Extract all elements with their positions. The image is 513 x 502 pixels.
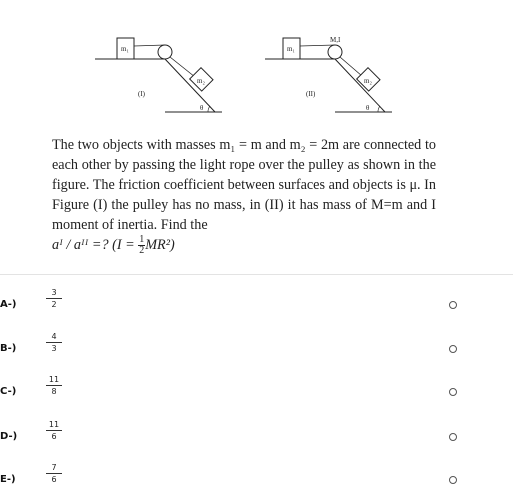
angle-left: θ <box>200 104 204 112</box>
formula-lhs: aᴵ / aᴵᴵ =? (I = <box>52 237 139 253</box>
divider <box>0 274 513 275</box>
caption-left: (I) <box>138 90 145 98</box>
option-c[interactable] <box>0 374 513 414</box>
caption-right: (II) <box>306 90 316 98</box>
option-letter: B-) <box>0 343 17 354</box>
option-b[interactable] <box>0 331 513 371</box>
option-num: 11 <box>46 420 62 431</box>
option-letter: D-) <box>0 431 18 442</box>
pulley-right <box>328 45 342 59</box>
label-m1-right: m₁ <box>287 45 295 53</box>
option-radio[interactable] <box>449 345 457 353</box>
option-letter: E-) <box>0 474 16 485</box>
option-fraction <box>46 332 62 353</box>
option-den: 6 <box>51 432 57 441</box>
angle-right: θ <box>366 104 370 112</box>
formula-rhs: MR²) <box>145 237 175 253</box>
option-fraction <box>46 288 62 309</box>
physics-figure <box>0 0 513 125</box>
option-radio[interactable] <box>449 301 457 309</box>
option-den: 8 <box>51 387 57 396</box>
option-radio[interactable] <box>449 388 457 396</box>
option-e[interactable] <box>0 462 513 502</box>
label-m1-left: m₁ <box>121 45 129 53</box>
option-num: 11 <box>46 375 62 386</box>
option-fraction <box>46 375 62 396</box>
figure-left <box>95 38 222 112</box>
question-text <box>52 135 436 256</box>
label-m2-right: m₂ <box>364 77 372 85</box>
question-formula <box>52 234 175 257</box>
option-radio[interactable] <box>449 433 457 441</box>
option-d[interactable] <box>0 419 513 459</box>
option-den: 3 <box>51 344 57 353</box>
option-letter: C-) <box>0 386 17 397</box>
option-letter: A-) <box>0 299 17 310</box>
figure-right <box>265 36 392 112</box>
pulley-left <box>158 45 172 59</box>
option-fraction <box>46 463 62 484</box>
formula-frac-den: 2 <box>139 245 145 257</box>
option-fraction <box>46 420 62 441</box>
formula-frac-num: 1 <box>139 234 145 246</box>
pulley-label-right: M,I <box>330 36 341 44</box>
question-body: The two objects with masses m₁ = m and m₂ = 2m are connected to each other by passing the light rope over the pulley as shown in the figure. The friction coefficient between surfaces and objects is μ. In Figure (I) the pulley has no mass, in (II) it has mass of M=m and I moment of inertia. Find the <box>52 137 436 233</box>
option-den: 2 <box>51 300 57 309</box>
option-num: 4 <box>46 332 62 343</box>
option-den: 6 <box>51 475 57 484</box>
option-radio[interactable] <box>449 476 457 484</box>
option-num: 7 <box>46 463 62 474</box>
option-num: 3 <box>46 288 62 299</box>
label-m2-left: m₂ <box>197 77 205 85</box>
option-a[interactable] <box>0 287 513 327</box>
